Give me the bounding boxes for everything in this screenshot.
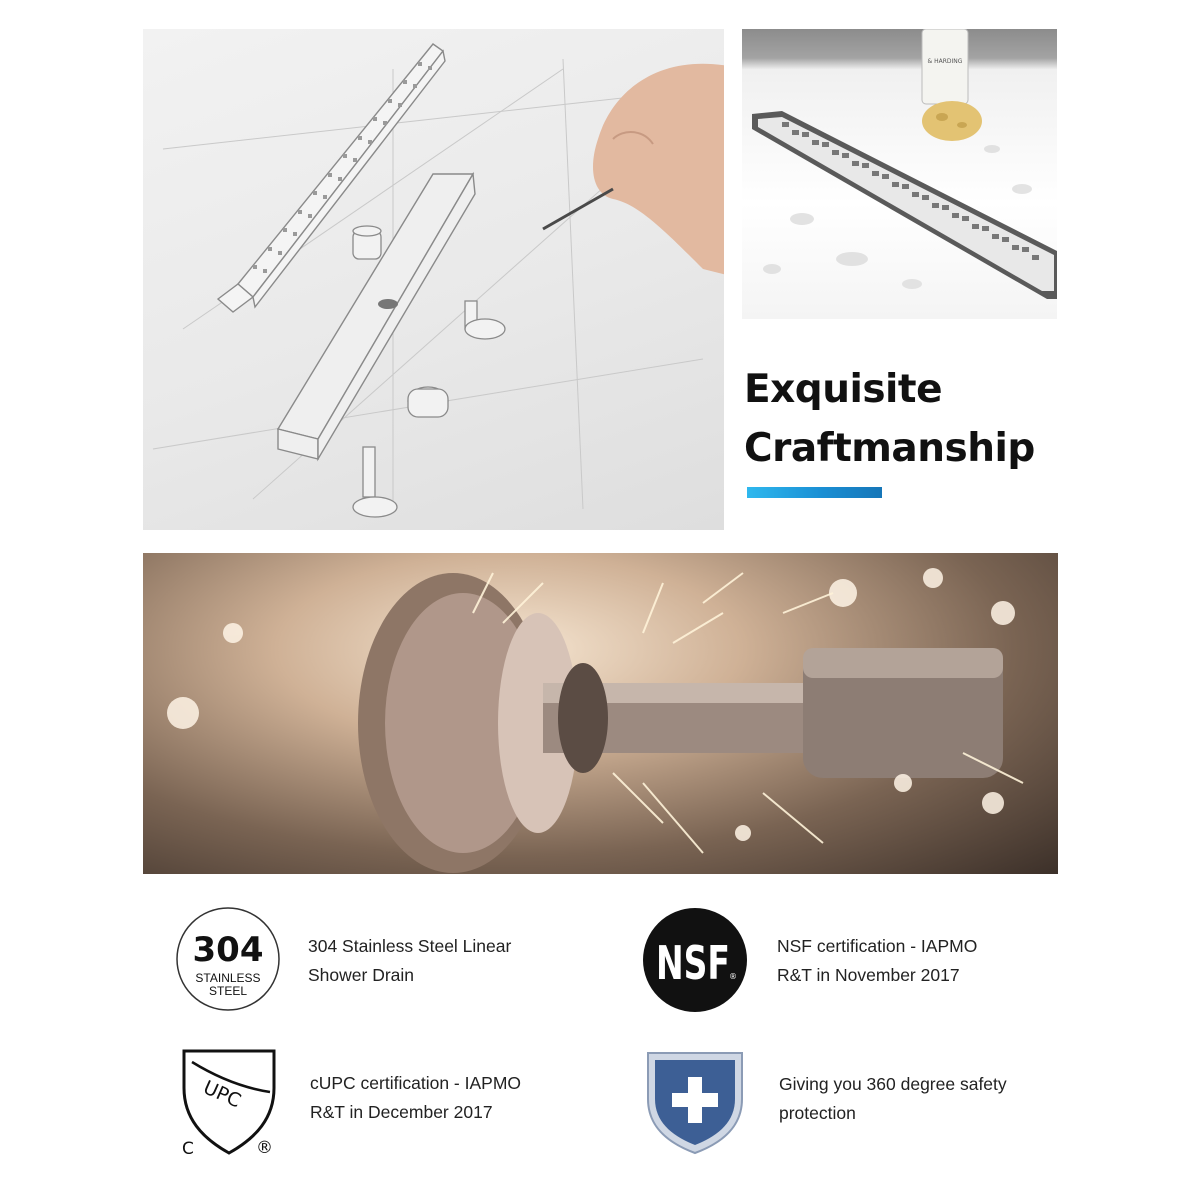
nsf-text: NSF: [656, 936, 730, 990]
feature-cupc-line-1: cUPC certification - IAPMO: [310, 1073, 522, 1093]
headline-line-2: Craftmanship: [744, 426, 1035, 471]
feature-safety-text: [779, 1070, 1049, 1128]
feature-stainless-line-1: 304 Stainless Steel Linear: [308, 936, 512, 956]
installed-drain-illustration: [742, 29, 1057, 319]
product-photo: [742, 29, 1057, 319]
feature-safety-line-1: Giving you 360 degree safety: [779, 1074, 1007, 1094]
sketch-photo: [143, 29, 724, 530]
feature-cupc-line-2: R&T in December 2017: [310, 1102, 493, 1122]
feature-cupc-text: [310, 1069, 580, 1127]
headline-line-1: Exquisite: [744, 367, 943, 412]
stainless-304-badge-icon: [175, 906, 281, 1017]
nsf-logo-icon: [642, 907, 748, 1018]
feature-stainless-line-2: Shower Drain: [308, 965, 415, 985]
lathe-illustration: [143, 553, 1058, 874]
feature-nsf-text: [777, 932, 1047, 990]
lathe-machining-photo: [143, 553, 1058, 874]
upc-text: UPC: [199, 1076, 245, 1113]
cupc-registered-mark: ®: [256, 1138, 273, 1158]
drain-sketch-illustration: [143, 29, 724, 530]
feature-safety-line-2: protection: [779, 1103, 856, 1123]
bottle-label: & HARDING: [927, 58, 963, 65]
badge-line-2: STEEL: [208, 984, 248, 998]
cupc-c-text: C: [182, 1139, 194, 1159]
badge-number: 304: [192, 930, 264, 970]
nsf-registered-mark: ®: [729, 972, 737, 981]
safety-shield-icon: [646, 1051, 744, 1160]
feature-stainless-text: [308, 932, 578, 990]
accent-bar: [747, 487, 882, 498]
feature-nsf-line-2: R&T in November 2017: [777, 965, 960, 985]
headline: [744, 360, 1074, 478]
badge-line-1: STAINLESS: [195, 971, 261, 985]
feature-nsf-line-1: NSF certification - IAPMO: [777, 936, 978, 956]
cupc-shield-icon: [178, 1048, 282, 1165]
